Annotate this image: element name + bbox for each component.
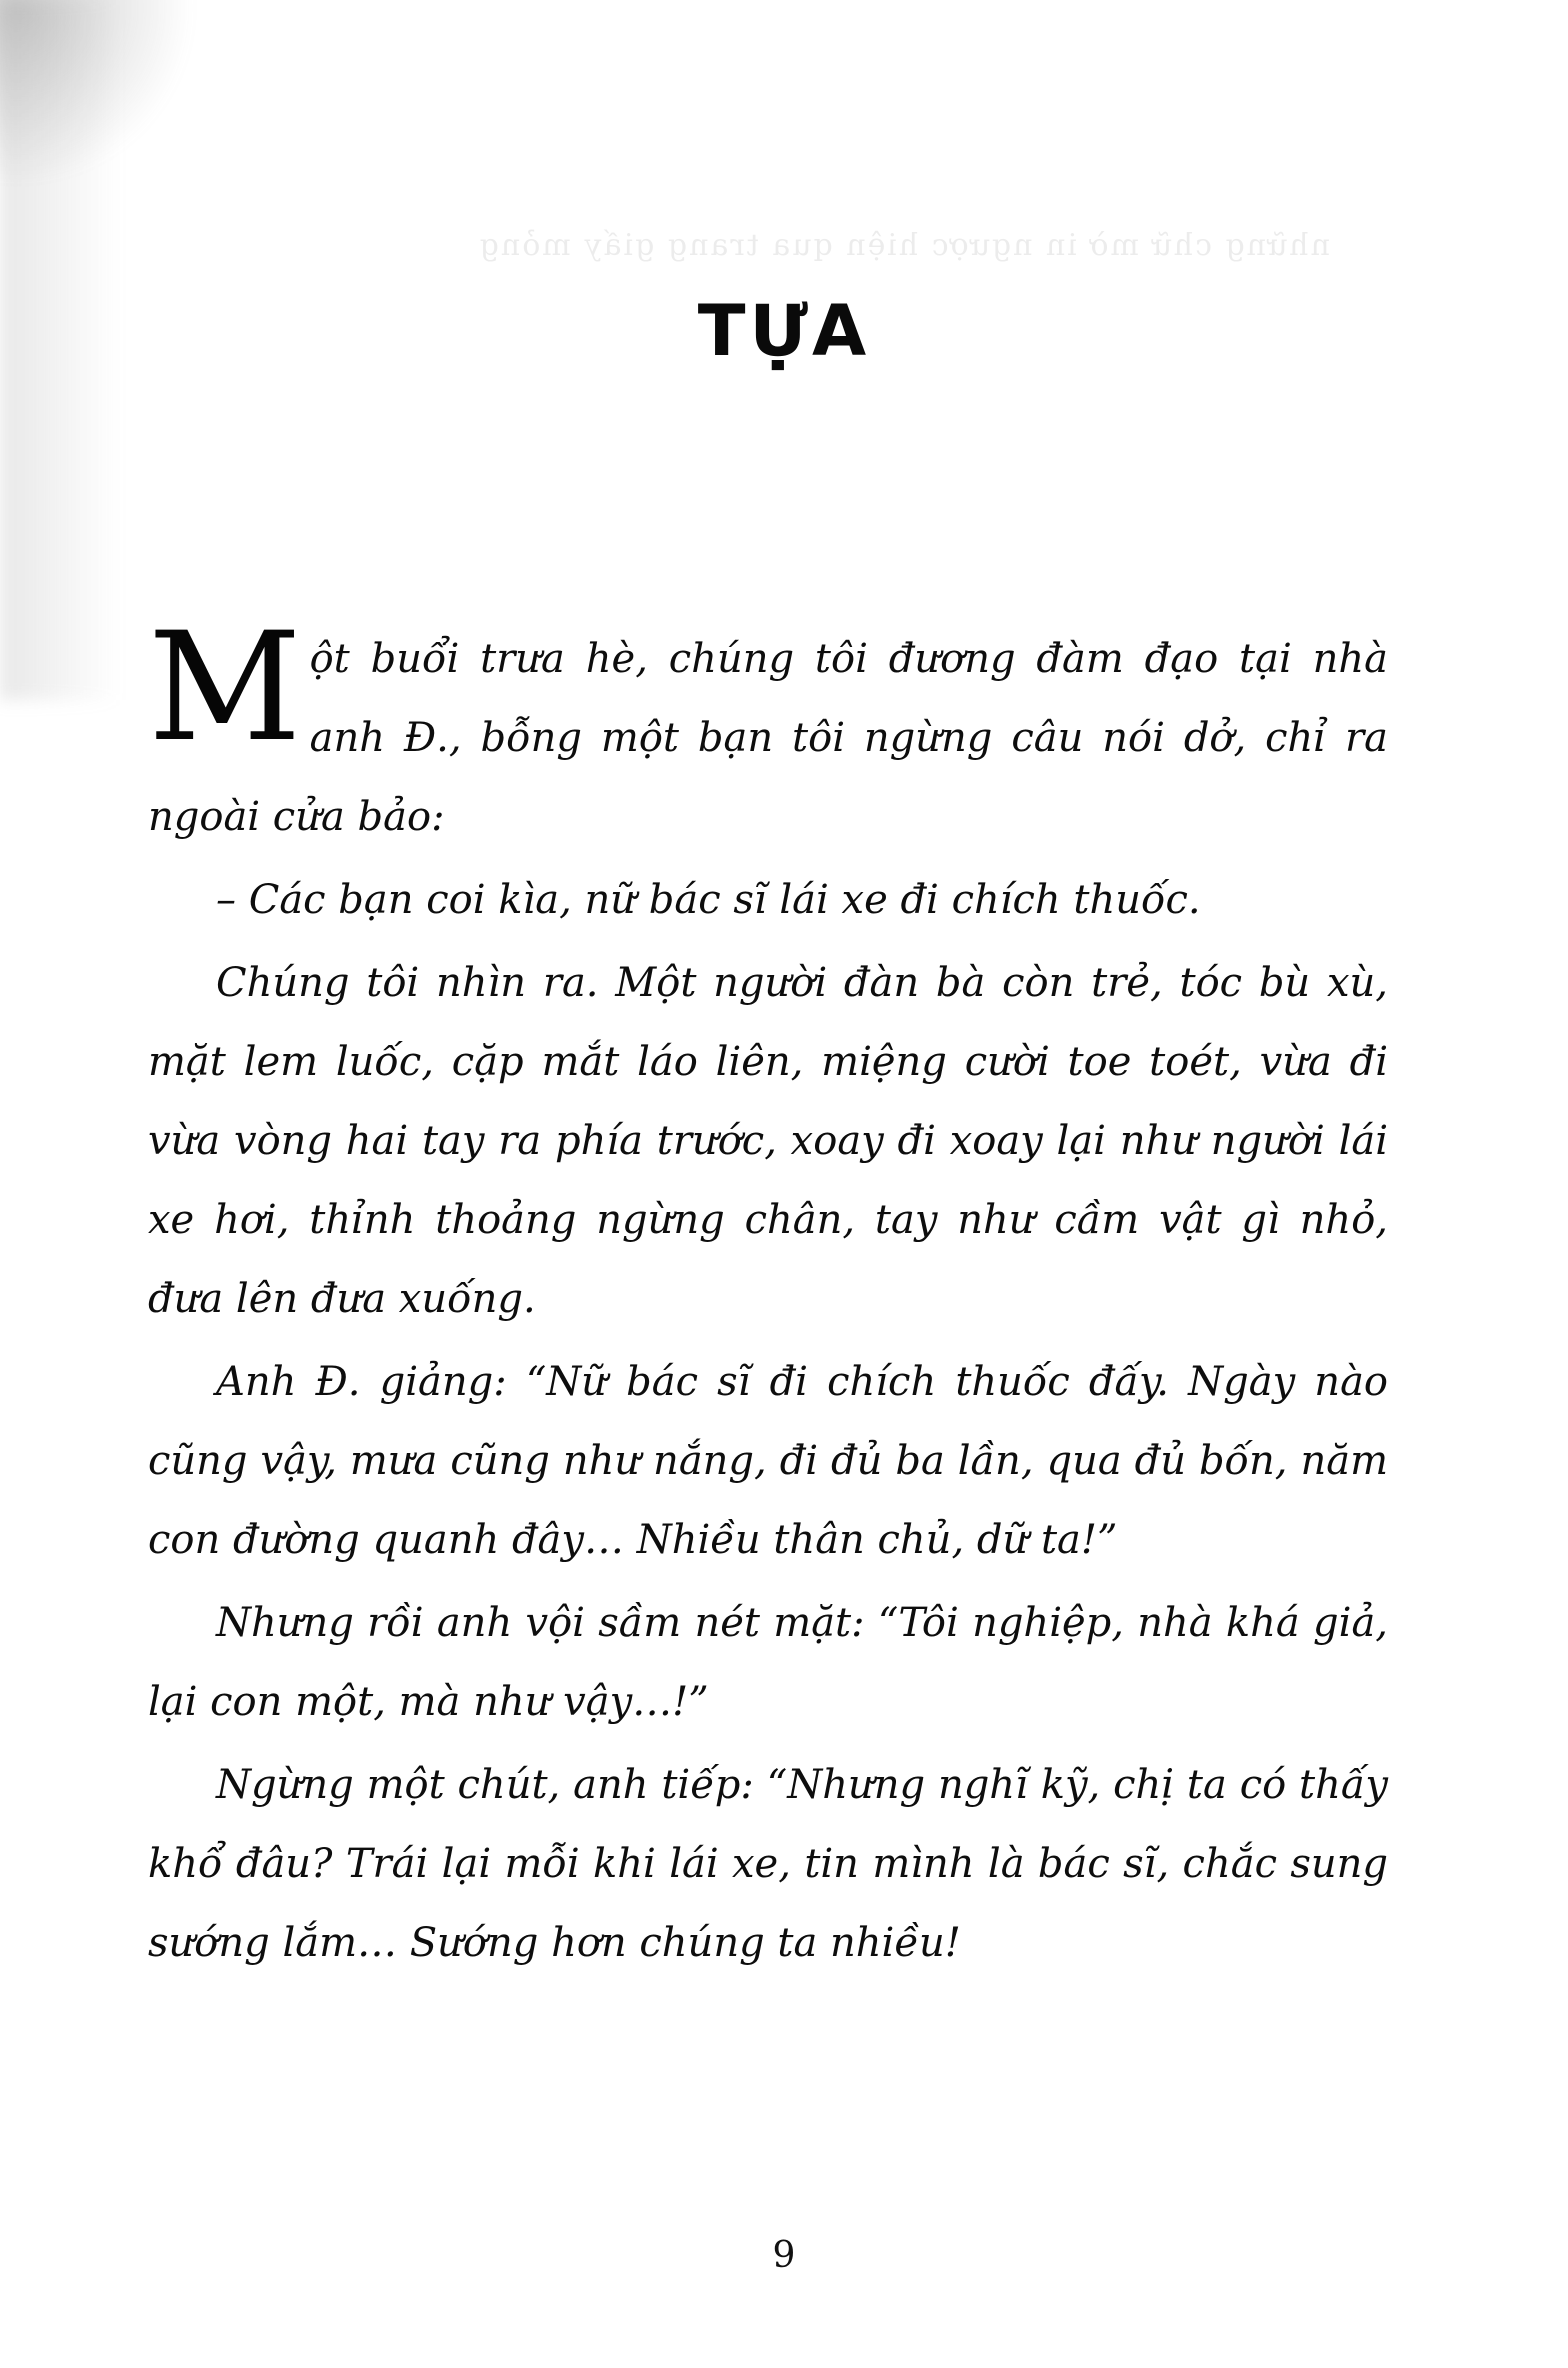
page-title: TỰA [697, 290, 871, 372]
body-text [148, 601, 1388, 1987]
scan-shadow-corner [0, 0, 200, 190]
ghost-bleed-text: những chữ mờ in ngược hiện qua trang giấy mỏng [477, 228, 1330, 263]
paragraph-2: – Các bạn coi kìa, nữ bác sĩ lái xe đi chích thuốc. [216, 877, 1201, 923]
paragraph-6: Ngừng một chút, anh tiếp: “Nhưng nghĩ kỹ, chị ta có thấy khổ đâu? Trái lại mỗi khi lái xe, tin mình là bác sĩ, chắc sung sướng lắm… Sướng hơn chúng ta nhiều! [148, 1762, 1388, 1966]
paragraph-4: Anh Đ. giảng: “Nữ bác sĩ đi chích thuốc đấy. Ngày nào cũng vậy, mưa cũng như nắng, đi đủ ba lần, qua đủ bốn, năm con đường quanh đây… Nhiều thân chủ, dữ ta!” [148, 1359, 1388, 1563]
paragraph-1-text: ột buổi trưa hè, chúng tôi đương đàm đạo tại nhà anh Đ., bỗng một bạn tôi ngừng câu nói dở, chỉ ra ngoài cửa bảo: [148, 636, 1388, 840]
paragraph-1 [148, 601, 1388, 857]
drop-cap-letter: M [148, 601, 302, 775]
paragraph-3: Chúng tôi nhìn ra. Một người đàn bà còn trẻ, tóc bù xù, mặt lem luốc, cặp mắt láo liên, miệng cười toe toét, vừa đi vừa vòng hai tay ra phía trước, xoay đi xoay lại như người lái xe hơi, thỉnh thoảng ngừng chân, tay như cầm vật gì nhỏ, đưa lên đưa xuống. [148, 960, 1388, 1322]
paragraph-5: Nhưng rồi anh vội sầm nét mặt: “Tôi nghiệp, nhà khá giả, lại con một, mà như vậy…!” [148, 1600, 1388, 1725]
page-number: 9 [772, 2235, 796, 2276]
